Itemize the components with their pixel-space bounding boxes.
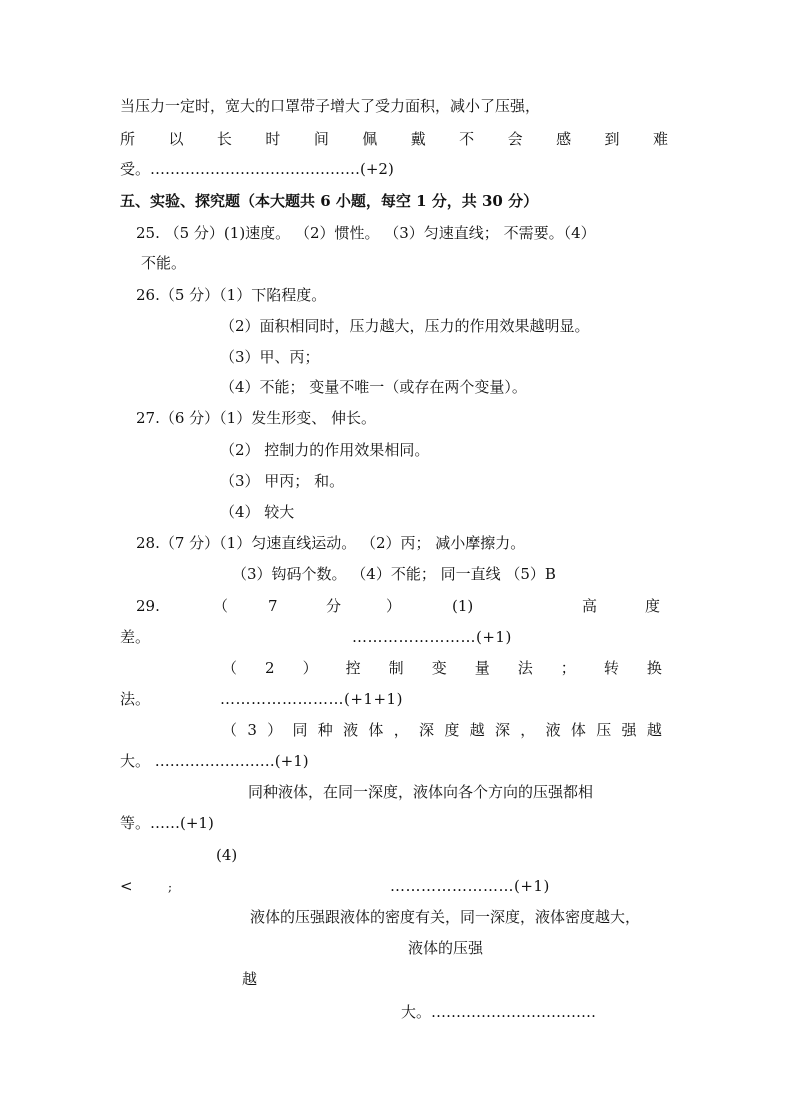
q29.l3_parts-char: ） xyxy=(302,659,318,677)
answer_prev.line2_chars-char: 间 xyxy=(313,130,329,148)
q29-paren-open: （ xyxy=(213,597,229,615)
q29-char-du: 度 xyxy=(645,597,661,615)
q29.l3_parts-char: 法 xyxy=(517,659,533,677)
q29-line-10a: < xyxy=(120,877,133,895)
q29-num: 29. xyxy=(136,597,160,615)
q29.l5_parts-char: ， xyxy=(393,721,409,739)
q29.l3_parts-char: ； xyxy=(560,659,576,677)
q29-score: 7 xyxy=(268,597,278,615)
q29-line-4b: ……………………(+1+1) xyxy=(220,690,403,708)
q26-line-2: （2）面积相同时，压力越大，压力的作用效果越明显。 xyxy=(220,317,590,335)
q25-line-2: 不能。 xyxy=(141,254,187,272)
q29.l5_parts-char: 越 xyxy=(646,721,662,739)
q29-fen: 分 xyxy=(326,597,342,615)
answer_prev.line2_chars-char: 难 xyxy=(652,130,668,148)
q29.l5_parts-char: 深 xyxy=(494,721,510,739)
q29.l5_parts-char: ， xyxy=(520,721,536,739)
q29-line-4a: 法。 xyxy=(120,690,151,708)
q29.l3_parts-char: 量 xyxy=(474,659,490,677)
q29.l5_parts-char: 液 xyxy=(343,721,359,739)
section-heading: 五、实验、探究题（本大题共 6 小题，每空 1 分，共 30 分） xyxy=(120,192,539,210)
q29.l5_parts-char: 体 xyxy=(570,721,586,739)
q26-line-4: （4）不能； 变量不唯一（或存在两个变量）。 xyxy=(220,378,527,396)
q29.l5_parts-char: 3 xyxy=(247,721,257,739)
answer_prev.line2_chars-char: 佩 xyxy=(362,130,378,148)
q29.l3_parts-char: 2 xyxy=(265,659,275,677)
q29-line-8: 等。……(+1) xyxy=(120,814,214,832)
answer-line-2 xyxy=(120,130,668,148)
q29-char-gao: 高 xyxy=(582,597,598,615)
q29-line-3 xyxy=(222,659,662,677)
q29-line-13: 越 xyxy=(242,970,258,988)
answer_prev.line2_chars-char: 感 xyxy=(556,130,572,148)
q29-paren-close: ） xyxy=(386,597,402,615)
q29.l3_parts-char: 变 xyxy=(431,659,447,677)
q29-line-2a: 差。 xyxy=(120,628,151,646)
q27-line-1: 27.（6 分）（1）发生形变、 伸长。 xyxy=(136,409,376,427)
q25-line-1: 25. （5 分）(1)速度。 （2）惯性。 （3）匀速直线； 不需要。（4） xyxy=(136,224,596,242)
q29.l5_parts-char: 度 xyxy=(444,721,460,739)
answer_prev.line2_chars-char: 时 xyxy=(265,130,281,148)
answer_prev.line2_chars-char: 不 xyxy=(459,130,475,148)
answer_prev.line2_chars-char: 会 xyxy=(507,130,523,148)
q29.l5_parts-char: 越 xyxy=(469,721,485,739)
q29.l5_parts-char: 同 xyxy=(292,721,308,739)
q29-line-6: 大。 ……………………(+1) xyxy=(120,752,309,770)
q29-line-7: 同种液体，在同一深度，液体向各个方向的压强都相 xyxy=(248,783,594,801)
q26-line-3: （3）甲、丙； xyxy=(220,348,320,366)
q29.l3_parts-char: 换 xyxy=(646,659,662,677)
q29-line-12: 液体的压强 xyxy=(408,939,484,957)
q29-sub1: (1) xyxy=(452,597,474,615)
q29.l5_parts-char: 深 xyxy=(419,721,435,739)
answer_prev.line2_chars-char: 戴 xyxy=(410,130,426,148)
q29.l5_parts-char: （ xyxy=(222,721,238,739)
q29.l3_parts-char: 转 xyxy=(603,659,619,677)
answer_prev.line2_chars-char: 到 xyxy=(604,130,620,148)
q29.l5_parts-char: 液 xyxy=(545,721,561,739)
q26-line-1: 26.（5 分）（1）下陷程度。 xyxy=(136,286,327,304)
answer_prev.line2_chars-char: 以 xyxy=(168,130,184,148)
q29-line-5 xyxy=(222,721,662,739)
q29-line-11: 液体的压强跟液体的密度有关，同一深度，液体密度越大， xyxy=(250,908,641,926)
answer-line-1: 当压力一定时，宽大的口罩带子增大了受力面积，减小了压强， xyxy=(120,97,541,115)
q29.l3_parts-char: 制 xyxy=(388,659,404,677)
q27-line-3: （3） 甲丙； 和。 xyxy=(220,472,345,490)
q29.l5_parts-char: 体 xyxy=(368,721,384,739)
q27-line-4: （4） 较大 xyxy=(220,503,295,521)
answer-line-3: 受。……………………………………(+2) xyxy=(120,160,394,178)
answer_prev.line2_chars-char: 所 xyxy=(120,130,136,148)
q29-line-2b: ……………………(+1) xyxy=(352,628,512,646)
q27-line-2: （2） 控制力的作用效果相同。 xyxy=(220,441,430,459)
q29.l5_parts-char: 强 xyxy=(621,721,637,739)
q28-line-2: （3）钩码个数。 （4）不能； 同一直线 （5）B xyxy=(232,565,556,583)
q29.l3_parts-char: 控 xyxy=(345,659,361,677)
answer_prev.line2_chars-char: 长 xyxy=(216,130,232,148)
q28-line-1: 28.（7 分）（1）匀速直线运动。 （2）丙； 减小摩擦力。 xyxy=(136,534,526,552)
q29.l5_parts-char: 种 xyxy=(317,721,333,739)
q29.l5_parts-char: 压 xyxy=(596,721,612,739)
q29-line-10b: ; xyxy=(168,880,173,894)
q29.l3_parts-char: （ xyxy=(222,659,238,677)
q29.l5_parts-char: ） xyxy=(267,721,283,739)
q29-line-10c: ……………………(+1) xyxy=(390,877,550,895)
q29-line-14: 大。…………………………… xyxy=(401,1003,597,1021)
q29-line-9: (4) xyxy=(216,846,238,864)
